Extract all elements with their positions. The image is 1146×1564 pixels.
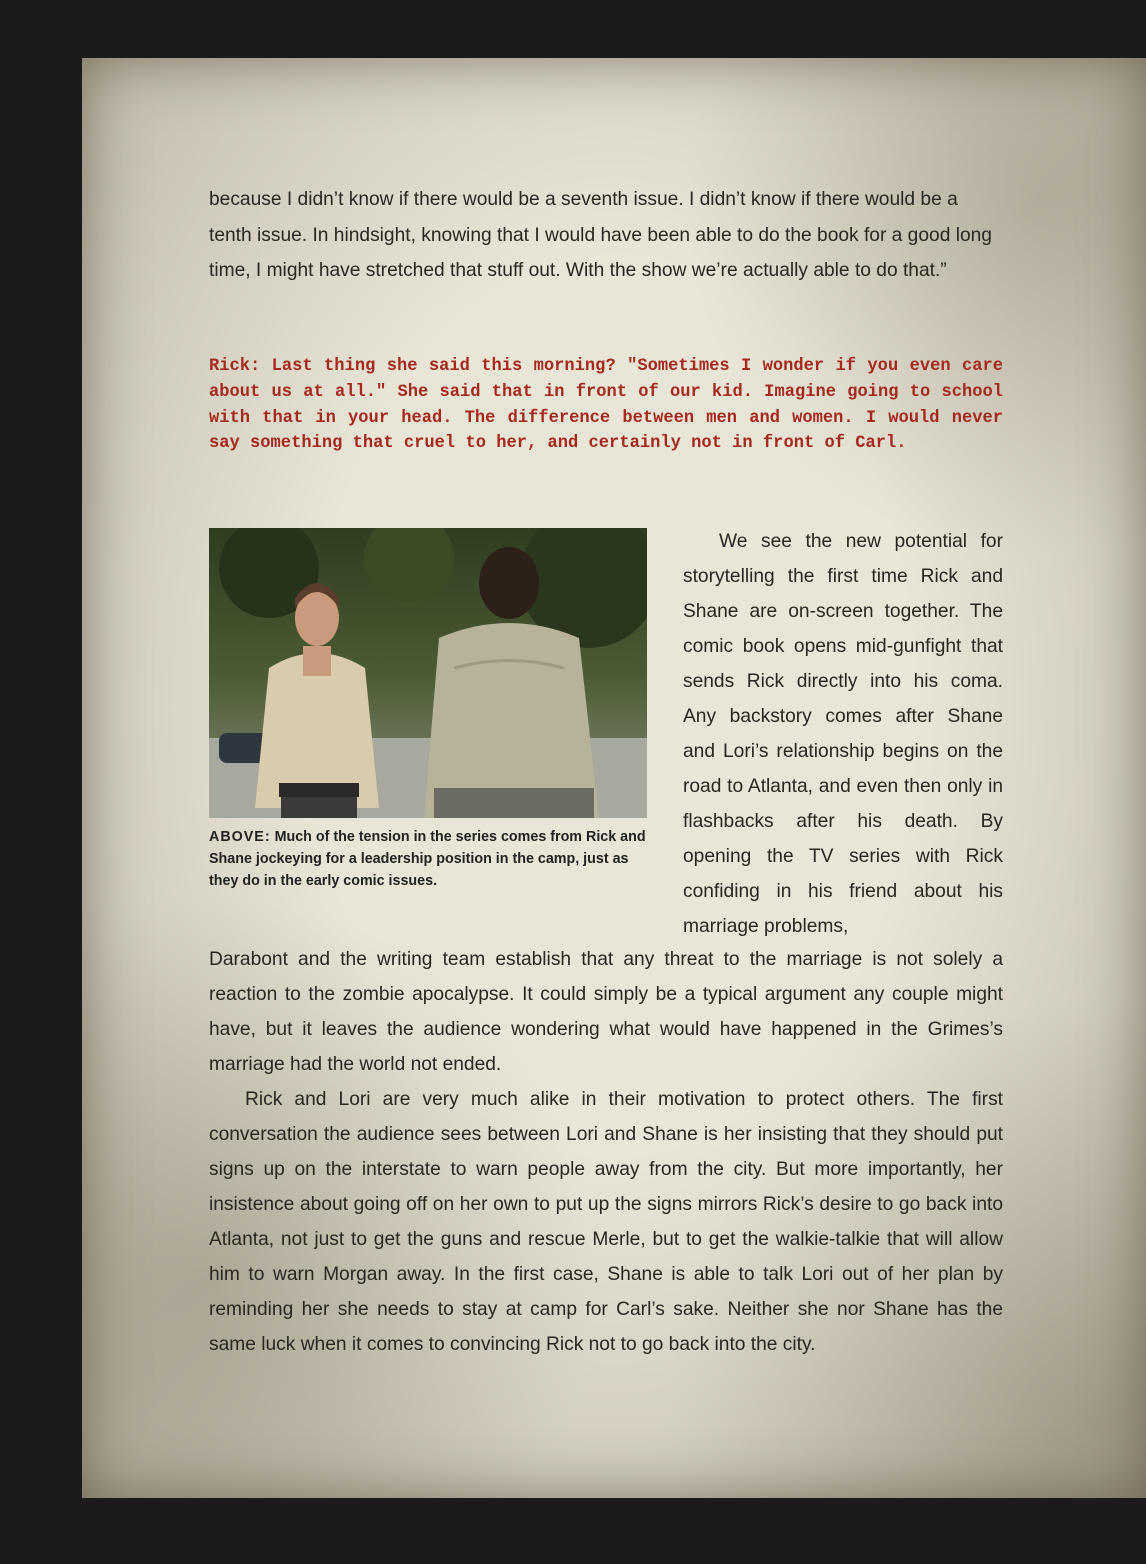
photo-caption: [209, 826, 649, 892]
caption-text: Much of the tension in the series comes from Rick and Shane jockeying for a leadership position in the camp, just as they do in the early comic issues.: [209, 829, 646, 889]
intro-paragraph: because I didn’t know if there would be a seventh issue. I didn’t know if there would be a tenth issue. In hindsight, knowing that I would have been able to do the book for a good long time, I might have stretched that stuff out. With the show we’re actually able to do that.”: [209, 189, 992, 281]
wide-paragraph-1: Darabont and the writing team establish that any threat to the marriage is not solely a reaction to the zombie apocalypse. It could simply be a typical argument any couple might have, but it leaves the audience wondering what would have happened in the Grimes’s marriage had the world not ended.: [209, 949, 1003, 1075]
column-paragraph-text: We see the new potential for storytelling the first time Rick and Shane are on-screen together. The comic book opens mid-gunfight that sends Rick directly into his coma. Any backstory comes after Shane and Lori’s relationship begins on the road to Atlanta, and even then only in flashbacks after his death. By opening the TV series with Rick confiding in his friend about his marriage problems,: [683, 531, 1003, 937]
script-quote: Rick: Last thing she said this morning? "Sometimes I wonder if you even care about us at all." She said that in front of our kid. Imagine going to school with that in your head. The difference between men and women. I would never say something that cruel to her, and certainly not in front of Carl.: [209, 357, 1003, 454]
photo-rick-and-shane: [209, 528, 647, 818]
wide-paragraph-2: Rick and Lori are very much alike in their motivation to protect others. The first conversation the audience sees between Lori and Shane is her insisting that they should put signs up on the interstate to warn people away from the city. But more importantly, her insistence about going off on her own to put up the signs mirrors Rick’s desire to go back into Atlanta, not just to get the guns and rescue Merle, but to get the walkie-talkie that will allow him to warn Morgan away. In the first case, Shane is able to talk Lori out of her plan by reminding her she needs to stay at camp for Carl’s sake. Neither she nor Shane has the same luck when it comes to convincing Rick not to go back into the city.: [209, 1089, 1003, 1355]
caption-label: ABOVE:: [209, 829, 271, 845]
book-page: [82, 58, 1146, 1498]
column-paragraph: [683, 524, 1003, 944]
